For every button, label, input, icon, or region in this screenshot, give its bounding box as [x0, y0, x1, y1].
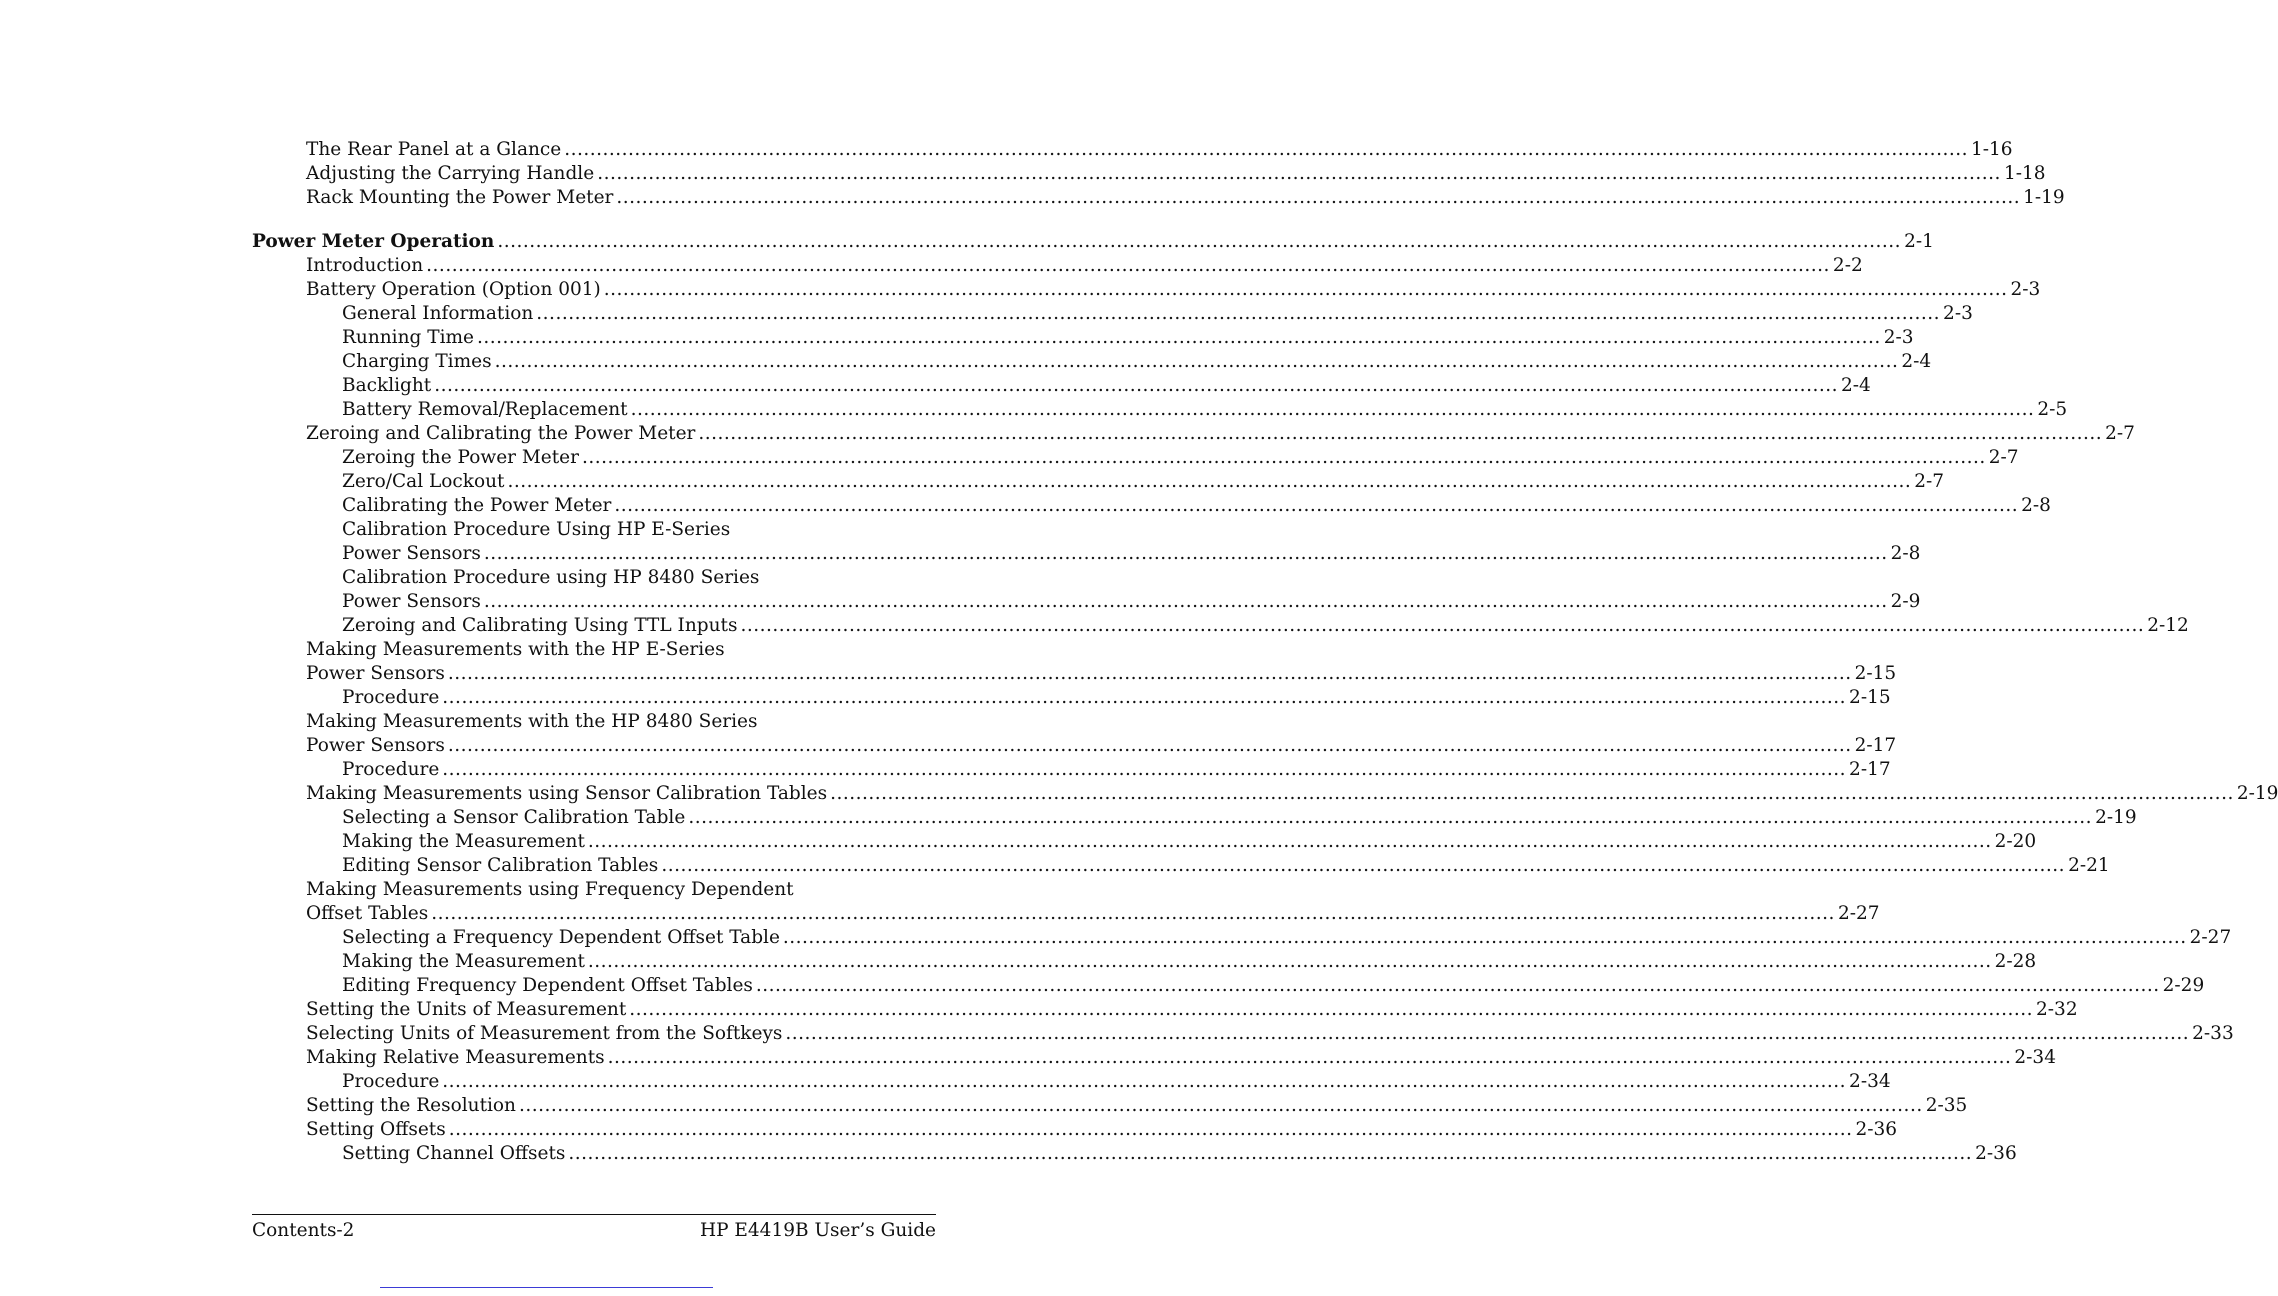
toc-entry-page: 2-9 [1890, 591, 1921, 612]
toc-entry-page: 2-17 [1849, 759, 1891, 780]
toc-entry[interactable] [0, 494, 2051, 518]
toc-entry-page: 2-36 [1975, 1143, 2017, 1164]
toc-dot-leader: ............................................................................................................................................................................................................................ [603, 279, 2008, 300]
toc-dot-leader: ............................................................................................................................................................................................................................ [688, 807, 2093, 828]
toc-dot-leader: ............................................................................................................................................................................................................................ [448, 1119, 1853, 1140]
toc-entry-page: 1-19 [2023, 187, 2065, 208]
toc-entry[interactable] [0, 1094, 1968, 1118]
footer-page-label: Contents-2 [252, 1220, 355, 1241]
toc-entry-page: 2-15 [1849, 687, 1891, 708]
toc-entry-page: 2-21 [2068, 855, 2110, 876]
toc-dot-leader: ............................................................................................................................................................................................................................ [581, 447, 1986, 468]
toc-dot-leader: ............................................................................................................................................................................................................................ [483, 591, 1888, 612]
toc-entry-title: Making Measurements with the HP 8480 Series [306, 711, 758, 732]
toc-entry-page: 2-3 [2010, 279, 2041, 300]
table-of-contents [0, 138, 2278, 1166]
toc-entry-title: Calibrating the Power Meter [342, 495, 612, 516]
toc-entry-page: 2-35 [1925, 1095, 1968, 1116]
toc-dot-leader: ............................................................................................................................................................................................................................ [447, 735, 1852, 756]
toc-dot-leader: ............................................................................................................................................................................................................................ [518, 1095, 1923, 1116]
toc-dot-leader: ............................................................................................................................................................................................................................ [442, 1071, 1847, 1092]
toc-entry[interactable] [0, 638, 1080, 662]
toc-entry-page: 2-4 [1840, 375, 1871, 396]
toc-dot-leader: ............................................................................................................................................................................................................................ [442, 759, 1847, 780]
toc-entry-page: 2-8 [2021, 495, 2051, 516]
toc-entry-title: Introduction [306, 255, 424, 276]
toc-entry[interactable] [0, 926, 2232, 950]
toc-entry-title: The Rear Panel at a Glance [306, 139, 562, 160]
toc-entry[interactable] [0, 878, 1080, 902]
toc-entry-title: Power Sensors [342, 591, 481, 612]
toc-dot-leader: ............................................................................................................................................................................................................................ [630, 399, 2035, 420]
toc-entry[interactable] [0, 566, 1080, 590]
toc-entry[interactable] [0, 1022, 2234, 1046]
toc-entry-title: Backlight [342, 375, 432, 396]
toc-entry-title: General Information [342, 303, 534, 324]
toc-entry[interactable] [0, 138, 2013, 162]
toc-entry-title: Making the Measurement [342, 831, 585, 852]
toc-dot-leader: ............................................................................................................................................................................................................................ [587, 831, 1992, 852]
toc-dot-leader: ............................................................................................................................................................................................................................ [661, 855, 2066, 876]
toc-entry-title: Battery Removal/Replacement [342, 399, 628, 420]
toc-section-gap [0, 210, 1080, 230]
toc-entry[interactable] [0, 278, 2041, 302]
toc-entry[interactable] [0, 1142, 2017, 1166]
toc-entry[interactable] [0, 998, 2078, 1022]
toc-entry-title: Adjusting the Carrying Handle [306, 163, 595, 184]
toc-entry[interactable] [0, 662, 1897, 686]
toc-entry[interactable] [0, 254, 1863, 278]
toc-entry[interactable] [0, 422, 2135, 446]
toc-entry[interactable] [0, 854, 2110, 878]
toc-entry-title: Making the Measurement [342, 951, 585, 972]
toc-dot-leader: ............................................................................................................................................................................................................................ [494, 351, 1899, 372]
toc-entry-page: 2-3 [1943, 303, 1973, 324]
toc-entry-title: Battery Operation (Option 001) [306, 279, 601, 300]
toc-entry-page: 2-20 [1994, 831, 2037, 852]
toc-entry[interactable] [0, 446, 2019, 470]
toc-entry-title: Zero/Cal Lockout [342, 471, 505, 492]
toc-dot-leader: ............................................................................................................................................................................................................................ [434, 375, 1838, 396]
toc-entry[interactable] [0, 830, 2037, 854]
toc-entry-page: 2-32 [2036, 999, 2078, 1020]
toc-entry-page: 2-4 [1901, 351, 1932, 372]
toc-dot-leader: ............................................................................................................................................................................................................................ [755, 975, 2160, 996]
toc-dot-leader: ............................................................................................................................................................................................................................ [568, 1143, 1973, 1164]
toc-chapter-entry[interactable] [0, 230, 1934, 254]
toc-entry-page: 2-27 [2189, 927, 2232, 948]
toc-entry[interactable] [0, 902, 1880, 926]
toc-entry[interactable] [0, 1070, 1891, 1094]
toc-entry-page: 2-29 [2162, 975, 2205, 996]
toc-entry-title: Procedure [342, 1071, 440, 1092]
toc-entry-title: Power Meter Operation [252, 231, 495, 252]
toc-entry-title: Calibration Procedure Using HP E-Series [342, 519, 731, 540]
toc-entry[interactable] [0, 734, 1897, 758]
toc-entry-title: Zeroing the Power Meter [342, 447, 579, 468]
toc-entry-title: Making Measurements using Sensor Calibration Tables [306, 783, 828, 804]
toc-entry[interactable] [0, 806, 2137, 830]
toc-entry-title: Procedure [342, 759, 440, 780]
toc-entry[interactable] [0, 398, 2068, 422]
toc-entry-page: 2-34 [2014, 1047, 2056, 1068]
toc-entry[interactable] [0, 302, 1973, 326]
toc-entry[interactable] [0, 974, 2205, 998]
toc-entry[interactable] [0, 518, 1080, 542]
toc-entry-title: Calibration Procedure using HP 8480 Series [342, 567, 760, 588]
toc-entry-title: Offset Tables [306, 903, 429, 924]
toc-entry-page: 1-16 [1970, 139, 2013, 160]
footer-rule [252, 1214, 936, 1215]
toc-entry-page: 2-19 [2236, 783, 2278, 804]
footer-guide-title: HP E4419B User’s Guide [699, 1220, 936, 1241]
toc-entry-title: Editing Frequency Dependent Offset Tables [342, 975, 753, 996]
toc-entry-title: Setting Offsets [306, 1119, 446, 1140]
toc-dot-leader: ............................................................................................................................................................................................................................ [616, 187, 2021, 208]
toc-entry[interactable] [0, 710, 1080, 734]
toc-entry-page: 2-1 [1904, 231, 1934, 252]
toc-entry-title: Selecting a Frequency Dependent Offset Table [342, 927, 780, 948]
toc-entry[interactable] [0, 542, 1921, 566]
toc-entry-page: 2-7 [2105, 423, 2135, 444]
toc-entry-page: 2-19 [2095, 807, 2137, 828]
toc-entry-title: Selecting a Sensor Calibration Table [342, 807, 686, 828]
toc-entry-page: 2-8 [1890, 543, 1921, 564]
toc-dot-leader: ............................................................................................................................................................................................................................ [830, 783, 2234, 804]
toc-entry-page: 1-18 [2003, 163, 2046, 184]
toc-dot-leader: ............................................................................................................................................................................................................................ [629, 999, 2034, 1020]
toc-entry[interactable] [0, 350, 1932, 374]
toc-dot-leader: ............................................................................................................................................................................................................................ [614, 495, 2019, 516]
toc-dot-leader: ............................................................................................................................................................................................................................ [497, 231, 1902, 252]
toc-entry[interactable] [0, 782, 2278, 806]
toc-dot-leader: ............................................................................................................................................................................................................................ [782, 927, 2187, 948]
toc-dot-leader: ............................................................................................................................................................................................................................ [564, 139, 1968, 160]
toc-entry-title: Setting the Units of Measurement [306, 999, 627, 1020]
toc-dot-leader: ............................................................................................................................................................................................................................ [740, 615, 2145, 636]
toc-entry-title: Power Sensors [306, 735, 445, 756]
toc-entry[interactable] [0, 326, 1914, 350]
toc-entry-page: 2-12 [2147, 615, 2189, 636]
toc-entry-page: 2-5 [2037, 399, 2068, 420]
toc-entry[interactable] [0, 614, 2189, 638]
toc-entry-page: 2-28 [1994, 951, 2037, 972]
toc-entry[interactable] [0, 758, 1891, 782]
toc-entry-title: Making Relative Measurements [306, 1047, 605, 1068]
toc-entry-page: 2-27 [1837, 903, 1880, 924]
toc-entry-title: Running Time [342, 327, 474, 348]
toc-entry-page: 2-34 [1849, 1071, 1891, 1092]
toc-entry[interactable] [0, 950, 2037, 974]
toc-entry[interactable] [0, 686, 1891, 710]
toc-entry-page: 2-7 [1914, 471, 1945, 492]
toc-entry-page: 2-33 [2192, 1023, 2234, 1044]
toc-entry-title: Power Sensors [306, 663, 445, 684]
toc-entry-title: Zeroing and Calibrating the Power Meter [306, 423, 696, 444]
toc-entry-title: Setting Channel Offsets [342, 1143, 566, 1164]
toc-entry[interactable] [0, 590, 1921, 614]
toc-entry-title: Setting the Resolution [306, 1095, 516, 1116]
toc-entry-title: Procedure [342, 687, 440, 708]
bottom-link-underline[interactable] [380, 1287, 713, 1288]
toc-entry[interactable] [0, 186, 2065, 210]
toc-dot-leader: ............................................................................................................................................................................................................................ [507, 471, 1912, 492]
toc-entry-title: Rack Mounting the Power Meter [306, 187, 614, 208]
toc-entry-page: 2-3 [1883, 327, 1914, 348]
toc-dot-leader: ............................................................................................................................................................................................................................ [597, 163, 2001, 184]
toc-dot-leader: ............................................................................................................................................................................................................................ [536, 303, 1941, 324]
toc-entry[interactable] [0, 470, 1945, 494]
toc-entry-page: 2-36 [1855, 1119, 1898, 1140]
toc-entry[interactable] [0, 162, 2046, 186]
toc-entry-title: Zeroing and Calibrating Using TTL Inputs [342, 615, 738, 636]
toc-entry-page: 2-17 [1854, 735, 1897, 756]
toc-entry[interactable] [0, 374, 1871, 398]
toc-dot-leader: ............................................................................................................................................................................................................................ [483, 543, 1888, 564]
toc-entry-title: Making Measurements using Frequency Dependent [306, 879, 794, 900]
toc-dot-leader: ............................................................................................................................................................................................................................ [476, 327, 1881, 348]
toc-dot-leader: ............................................................................................................................................................................................................................ [442, 687, 1847, 708]
toc-entry-title: Editing Sensor Calibration Tables [342, 855, 659, 876]
toc-entry[interactable] [0, 1046, 2056, 1070]
toc-entry[interactable] [0, 1118, 1898, 1142]
toc-entry-title: Charging Times [342, 351, 492, 372]
toc-dot-leader: ............................................................................................................................................................................................................................ [785, 1023, 2190, 1044]
toc-dot-leader: ............................................................................................................................................................................................................................ [426, 255, 1830, 276]
toc-entry-title: Power Sensors [342, 543, 481, 564]
toc-dot-leader: ............................................................................................................................................................................................................................ [447, 663, 1852, 684]
toc-entry-title: Making Measurements with the HP E-Series [306, 639, 725, 660]
toc-entry-page: 2-2 [1832, 255, 1863, 276]
toc-dot-leader: ............................................................................................................................................................................................................................ [431, 903, 1835, 924]
toc-entry-page: 2-7 [1988, 447, 2019, 468]
toc-entry-page: 2-15 [1854, 663, 1897, 684]
toc-dot-leader: ............................................................................................................................................................................................................................ [587, 951, 1992, 972]
toc-entry-title: Selecting Units of Measurement from the Softkeys [306, 1023, 783, 1044]
toc-dot-leader: ............................................................................................................................................................................................................................ [698, 423, 2103, 444]
toc-dot-leader: ............................................................................................................................................................................................................................ [607, 1047, 2012, 1068]
